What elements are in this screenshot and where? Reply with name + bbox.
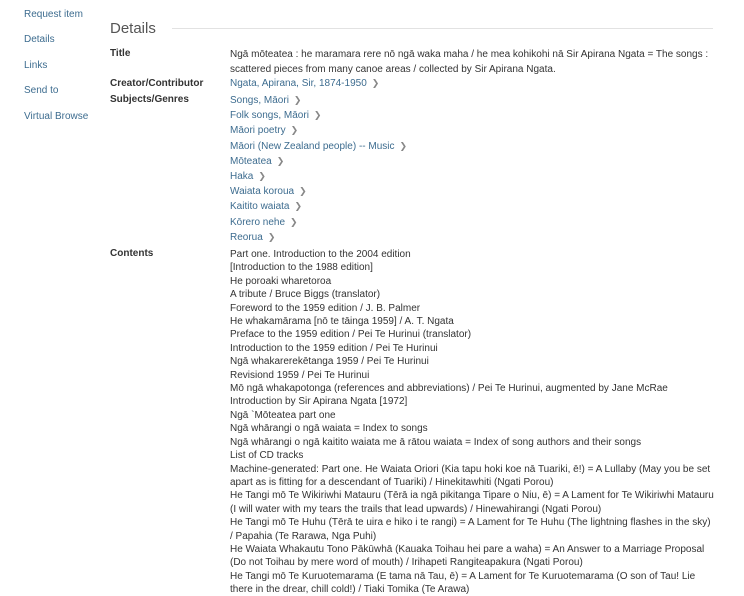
subject-link-text: Haka xyxy=(230,171,254,183)
subject-link[interactable] xyxy=(230,123,407,138)
subject-link[interactable] xyxy=(230,139,407,154)
subject-link-text: Mōteatea xyxy=(230,155,272,167)
subject-link[interactable] xyxy=(230,108,407,123)
subject-link-text: Waiata koroua xyxy=(230,186,295,198)
contents-item: He poroaki wharetoroa xyxy=(230,275,332,287)
title-value: Ngā mōteatea : he maramara rere nō ngā waka maha / he mea kohikohi nā Sir Apirana Ngata = The songs : scattered pieces from many canoe areas / collected by Sir Apirana Ngata. xyxy=(230,49,709,75)
subject-link-text: Māori poetry xyxy=(230,125,286,137)
nav-send-to[interactable]: Send to xyxy=(24,85,59,96)
chevron-right-icon: ❯ xyxy=(299,186,307,197)
creator-label: Creator/Contributor xyxy=(110,78,204,89)
contents-item: He whakamārama [nō te tāinga 1959] / A. T. Ngata xyxy=(230,316,454,328)
subject-link-text: Kōrero nehe xyxy=(230,216,286,228)
chevron-right-icon: ❯ xyxy=(399,140,408,151)
contents-list xyxy=(230,248,715,596)
nav-links[interactable]: Links xyxy=(24,60,48,71)
contents-item: Mō ngā whakapotonga (references and abbreviations) / Pei Te Hurinui, augmented by Jane McRae xyxy=(230,383,668,395)
chevron-right-icon: ❯ xyxy=(290,216,298,227)
subjects-label: Subjects/Genres xyxy=(110,94,189,105)
subject-link[interactable] xyxy=(230,93,407,108)
subject-link-text: Songs, Māori xyxy=(230,95,289,106)
subject-link[interactable] xyxy=(230,199,407,214)
contents-item: He Tangi mō Te Kuruotemarama (E tama nā Tau, ē) = A Lament for Te Kuruotemarama (O son of Tau! Lie there in the drear, chill cold!) / Tiaki Tomika (Te Arawa) xyxy=(230,570,696,596)
nav-details[interactable]: Details xyxy=(24,34,55,45)
subject-link[interactable] xyxy=(230,169,407,184)
chevron-right-icon: ❯ xyxy=(371,78,380,88)
contents-item: Ngā whārangi o ngā waiata = Index to songs xyxy=(230,423,428,435)
creator-link-text: Ngata, Apirana, Sir, 1874-1950 xyxy=(230,78,367,89)
contents-item: He Waiata Whakautu Tono Pākūwhā (Kauaka Toihau hei pare a waha) = An Answer to a Marriage Proposal (Do not Toihau by mere word of mouth) / Irihapeti Rangiteapakura (Ngati Porou) xyxy=(230,543,705,569)
chevron-right-icon: ❯ xyxy=(258,171,266,182)
contents-item: List of CD tracks xyxy=(230,450,304,462)
contents-item: He Tangi mō Te Huhu (Tērā te uira e hiko i te rangi) = A Lament for Te Huhu (The lightning flashes in the sky) / Papahia (Te Rarawa, Nga Puhi) xyxy=(230,517,711,542)
chevron-right-icon: ❯ xyxy=(267,231,276,242)
contents-item: Machine-generated: Part one. He Waiata Oriori (Kia tapu hoki koe nā Tuariki, ē!) = A Lullaby (May you be set apart as is fitting for a descendant of Tuariki) / Hinekitawhiti (Ngati Porou) xyxy=(230,463,711,488)
subject-link[interactable] xyxy=(230,154,407,169)
subject-link[interactable] xyxy=(230,184,407,199)
contents-item: He Tangi mō Te Wikiriwhi Matauru (Tērā ia ngā pikitanga Tipare o Niu, ē) = A Lament for Te Wikiriwhi Matauru (I will water with my tears the trails that lead upwards) / Hinewahirangi (Ngati Porou) xyxy=(230,490,714,515)
contents-item: Part one. Introduction to the 2004 edition xyxy=(230,249,411,260)
contents-item: Foreword to the 1959 edition / J. B. Palmer xyxy=(230,302,421,314)
nav-virtual-browse[interactable]: Virtual Browse xyxy=(24,111,89,122)
contents-item: Introduction by Sir Apirana Ngata [1972] xyxy=(230,396,408,408)
title-label: Title xyxy=(110,48,131,59)
contents-item: Preface to the 1959 edition / Pei Te Hurinui (translator) xyxy=(230,329,472,341)
contents-label: Contents xyxy=(110,248,154,259)
heading-divider xyxy=(172,28,713,29)
subjects-list xyxy=(230,93,407,245)
chevron-right-icon: ❯ xyxy=(290,125,299,136)
details-heading: Details xyxy=(110,20,156,37)
contents-item: Ngā `Mōteatea part one xyxy=(230,409,336,421)
contents-item: Revisiond 1959 / Pei Te Hurinui xyxy=(230,369,370,381)
chevron-right-icon: ❯ xyxy=(294,201,303,212)
chevron-right-icon: ❯ xyxy=(293,95,302,105)
contents-item: [Introduction to the 1988 edition] xyxy=(230,262,373,274)
chevron-right-icon: ❯ xyxy=(313,110,322,121)
subject-link-text: Folk songs, Māori xyxy=(230,110,309,122)
contents-item: Ngā whārangi o ngā kaitito waiata me ā rātou waiata = Index of song authors and their songs xyxy=(230,436,642,448)
subject-link[interactable] xyxy=(230,230,407,245)
nav-request-item[interactable]: Request item xyxy=(24,9,83,20)
chevron-right-icon: ❯ xyxy=(276,155,285,166)
contents-item: A tribute / Bruce Biggs (translator) xyxy=(230,289,381,301)
subject-link-text: Reorua xyxy=(230,231,263,243)
subject-link[interactable] xyxy=(230,215,407,230)
creator-link[interactable] xyxy=(230,78,379,89)
subject-link-text: Kaitito waiata xyxy=(230,201,290,213)
contents-item: Introduction to the 1959 edition / Pei Te Hurinui xyxy=(230,342,438,354)
subject-link-text: Māori (New Zealand people) -- Music xyxy=(230,140,395,152)
contents-item: Ngā whakarerekētanga 1959 / Pei Te Hurinui xyxy=(230,356,429,368)
